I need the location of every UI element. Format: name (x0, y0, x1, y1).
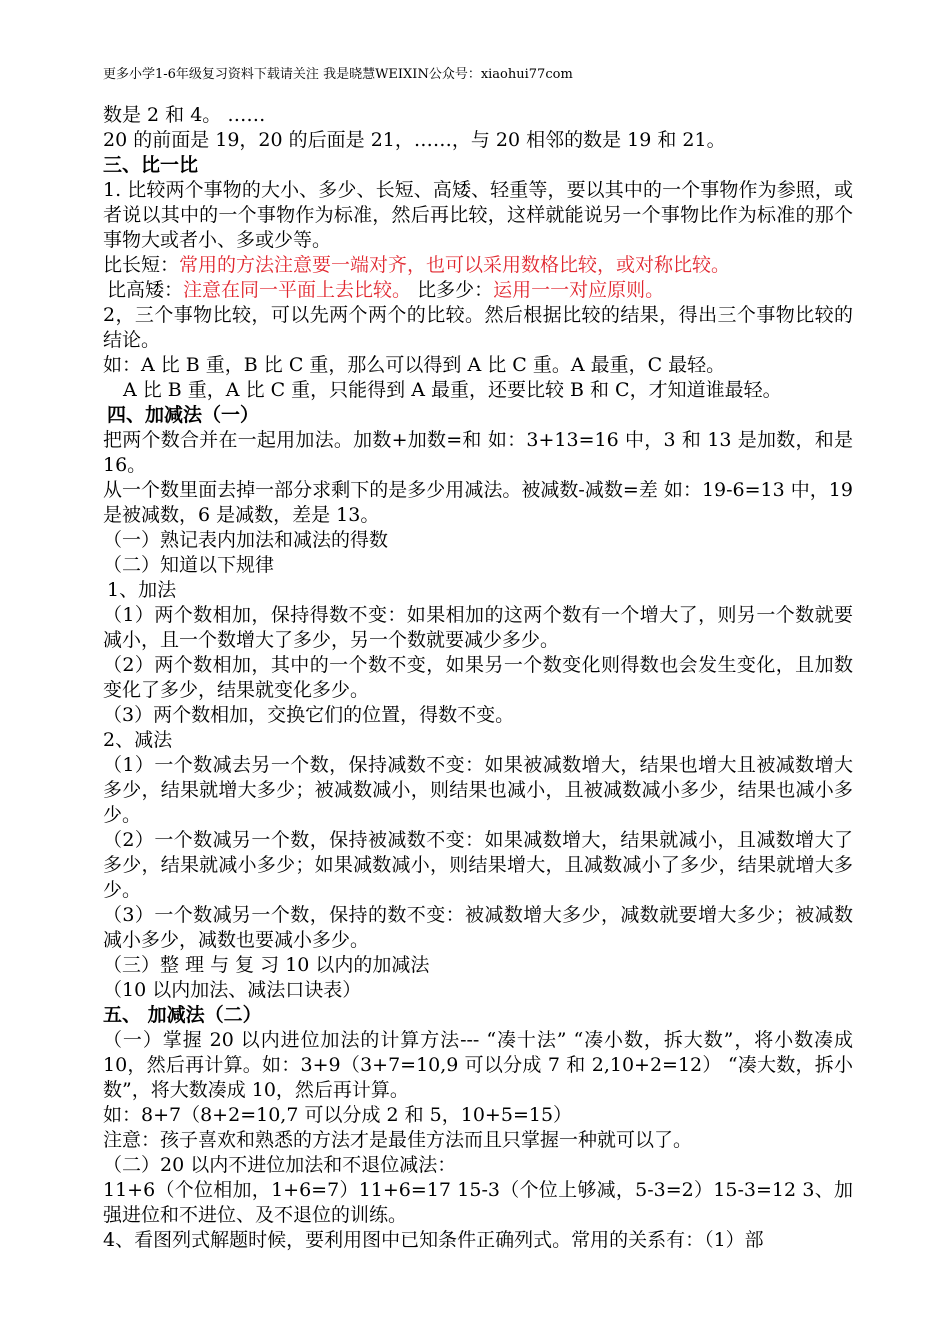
text-paragraph: （2）一个数减另一个数，保持被减数不变：如果减数增大，结果就减小，且减数增大了多少，结果就减小多少；如果减数减小，则结果增大，且减数减小了多少，结果就增大多少。 (103, 829, 853, 901)
text-line: （三）整 理 与 复 习 10 以内的加减法 (103, 954, 430, 976)
compare-length-line (103, 253, 853, 278)
text-line: 4、看图列式解题时候，要利用图中已知条件正确列式。常用的关系有：（1）部 (103, 1229, 764, 1251)
text-line: （二）20 以内不进位加法和不退位减法： (103, 1154, 457, 1176)
text-paragraph: 从一个数里面去掉一部分求剩下的是多少用减法。被减数-减数=差 如：19-6=13 中，19 是被减数，6 是减数，差是 13。 (103, 479, 853, 526)
text-line: 20 的前面是 19，20 的后面是 21，……，与 20 相邻的数是 19 和 21。 (103, 129, 726, 151)
label: 比高矮： (107, 279, 184, 301)
compare-height-line (103, 278, 853, 303)
section-heading-5: 五、 加减法（二） (103, 1004, 262, 1026)
highlight-text: 常用的方法注意要一端对齐，也可以采用数格比较，或对称比较。 (179, 254, 731, 276)
label: 比多少： (411, 279, 494, 301)
text-line: （10 以内加法、减法口诀表） (103, 979, 362, 1001)
section-heading-4: 四、加减法（一） (107, 404, 260, 426)
text-paragraph: 11+6（个位相加，1+6=7）11+6=17 15-3（个位上够减，5-3=2）15-3=12 3、加强进位和不进位、及不退位的训练。 (103, 1179, 853, 1226)
text-line: 2、减法 (103, 729, 173, 751)
page-header: 更多小学1-6年级复习资料下载请关注 我是晓慧WEIXIN公众号：xiaohui77com (103, 67, 573, 82)
highlight-text: 运用一一对应原则。 (493, 279, 665, 301)
text-paragraph: （一）掌握 20 以内进位加法的计算方法--- “凑十法” “凑小数，拆大数”，将小数凑成 10，然后再计算。如：3+9（3+7=10,9 可以分成 7 和 2,10+2=12） “凑大数，拆小数”，将大数凑成 10，然后再计算。 (103, 1029, 853, 1101)
text-line: 数是 2 和 4。 …… (103, 104, 266, 126)
text-paragraph: 把两个数合并在一起用加法。加数+加数=和 如：3+13=16 中，3 和 13 是加数，和是 16。 (103, 429, 853, 476)
text-paragraph: （1）一个数减去另一个数，保持减数不变：如果被减数增大，结果也增大且被减数增大多少，结果就增大多少；被减数减小，则结果也减小，且被减数减小多少，结果也减小多少。 (103, 754, 853, 826)
section-heading-3: 三、比一比 (103, 154, 199, 176)
text-line: （二）知道以下规律 (103, 554, 275, 576)
text-line: （3）两个数相加，交换它们的位置，得数不变。 (103, 704, 515, 726)
text-line: A 比 B 重，A 比 C 重，只能得到 A 最重，还要比较 B 和 C，才知道谁最轻。 (123, 379, 782, 401)
text-paragraph: （2）两个数相加，其中的一个数不变，如果另一个数变化则得数也会发生变化，且加数变化了多少，结果就变化多少。 (103, 654, 853, 701)
text-line: 如：A 比 B 重，B 比 C 重，那么可以得到 A 比 C 重。A 最重，C 最轻。 (103, 354, 726, 376)
text-paragraph: （3）一个数减另一个数，保持的数不变：被减数增大多少，减数就要增大多少；被减数减小多少，减数也要减小多少。 (103, 904, 853, 951)
text-paragraph: 2，三个事物比较，可以先两个两个的比较。然后根据比较的结果，得出三个事物比较的结论。 (103, 304, 853, 351)
highlight-text: 注意在同一平面上去比较。 (183, 279, 412, 301)
text-line: 注意：孩子喜欢和熟悉的方法才是最佳方法而且只掌握一种就可以了。 (103, 1129, 693, 1151)
label: 比长短： (103, 254, 180, 276)
document-body (103, 103, 853, 1253)
text-line: （一）熟记表内加法和减法的得数 (103, 529, 389, 551)
text-paragraph: （1）两个数相加，保持得数不变：如果相加的这两个数有一个增大了，则另一个数就要减小，且一个数增大了多少，另一个数就要减少多少。 (103, 604, 853, 651)
text-line: 如：8+7（8+2=10,7 可以分成 2 和 5，10+5=15） (103, 1104, 573, 1126)
text-paragraph: 1. 比较两个事物的大小、多少、长短、高矮、轻重等，要以其中的一个事物作为参照，或者说以其中的一个事物作为标准，然后再比较，这样就能说另一个事物比作为标准的那个事物大或者小、多或少等。 (103, 179, 853, 251)
text-line: 1、加法 (107, 579, 177, 601)
